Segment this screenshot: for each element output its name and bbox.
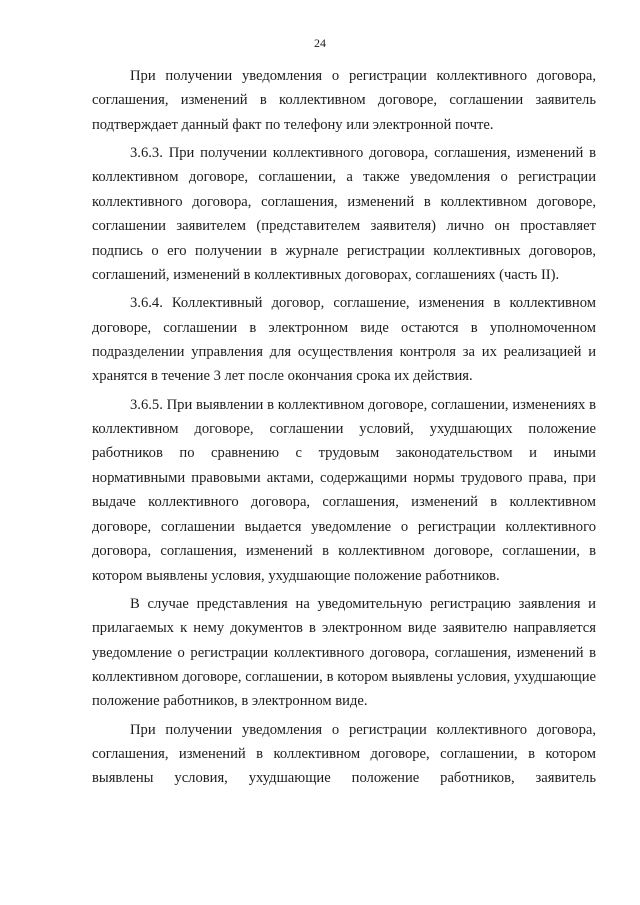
- paragraph: В случае представления на уведомительную регистрацию заявления и прилагаемых к нему документов в электронном виде заявителю направляется уведомление о регистрации коллективного договора, соглашения, изменений в коллективном договоре, соглашении, в котором выявлены условия, ухудшающие положение работников, в электронном виде.: [92, 595, 596, 710]
- paragraph: 3.6.3. При получении коллективного договора, соглашения, изменений в коллективном договоре, соглашении, а также уведомления о регистрации коллективного договора, соглашения, изменений в коллективном договоре, соглашении заявителем (представителем заявителя) лично он проставляет подпись о его получении в журнале регистрации коллективных договоров, соглашений, изменений в коллективных договорах, соглашениях (часть II).: [92, 145, 596, 284]
- paragraph: При получении уведомления о регистрации коллективного договора, соглашения, изменений в коллективном договоре, соглашении заявитель подтверждает данный факт по телефону или электронной почте.: [92, 68, 596, 133]
- paragraph: При получении уведомления о регистрации коллективного договора, соглашения, изменений в коллективном договоре, соглашении, в котором выявлены условия, ухудшающие положение работников, заявитель: [92, 721, 596, 787]
- page-number: 24: [314, 36, 326, 50]
- paragraph: 3.6.4. Коллективный договор, соглашение, изменения в коллективном договоре, соглашении в электронном виде остаются в уполномоченном подразделении управления для осуществления контроля за их реализацией и хранятся в течение 3 лет после окончания срока их действия.: [92, 295, 596, 385]
- document-body: [92, 64, 596, 795]
- paragraph: 3.6.5. При выявлении в коллективном договоре, соглашении, изменениях в коллективном договоре, соглашении условий, ухудшающих положение работников по сравнению с трудовым законодательством и иными нормативными правовыми актами, содержащими нормы трудового права, при выдаче коллективного договора, соглашения, изменений в коллективном договоре, соглашении выдается уведомление о регистрации коллективного договора, соглашения, изменений в коллективном договоре, соглашении, в котором выявлены условия, ухудшающие положение работников.: [92, 396, 596, 584]
